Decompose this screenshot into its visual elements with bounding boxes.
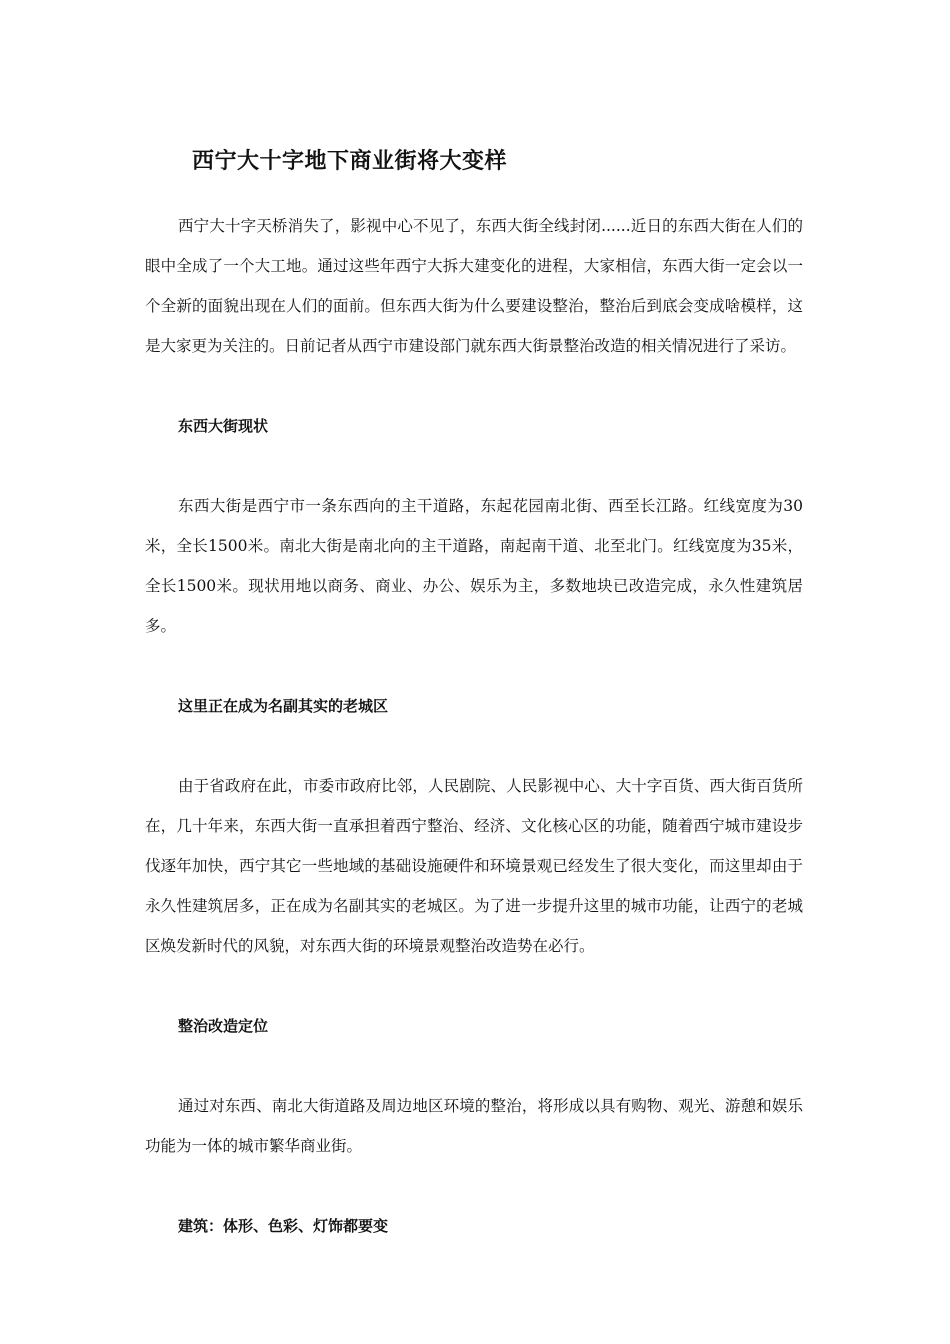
section-heading-buildings: 建筑：体形、色彩、灯饰都要变	[178, 1217, 389, 1235]
section-gap	[145, 366, 803, 406]
section-paragraph-old-town: 由于省政府在此，市委市政府比邻，人民剧院、人民影视中心、大十字百货、西大街百货所在，几十年来，东西大街一直承担着西宁整治、经济、文化核心区的功能，随着西宁城市建设步伐逐年加快，西宁其它一些地域的基础设施硬件和环境景观已经发生了很大变化，而这里却由于永久性建筑居多，正在成为名副其实的老城区。为了进一步提升这里的城市功能，让西宁的老城区焕发新时代的风貌，对东西大街的环境景观整治改造势在必行。	[145, 777, 803, 955]
intro-paragraph: 西宁大十字天桥消失了，影视中心不见了，东西大街全线封闭......近日的东西大街在人们的眼中全成了一个大工地。通过这些年西宁大拆大建变化的进程，大家相信，东西大街一定会以一个全新的面貌出现在人们的面前。但东西大街为什么要建设整治，整治后到底会变成啥模样，这是大家更为关注的。日前记者从西宁市建设部门就东西大街景整治改造的相关情况进行了采访。	[145, 217, 803, 355]
section-gap	[145, 726, 803, 766]
section-gap	[145, 966, 803, 1006]
article-title: 西宁大十字地下商业街将大变样	[192, 149, 508, 174]
section-heading-current-status: 东西大街现状	[178, 417, 269, 435]
section-heading-positioning: 整治改造定位	[178, 1017, 269, 1035]
section-gap	[145, 1166, 803, 1206]
section-gap	[145, 1046, 803, 1086]
section-heading-old-town: 这里正在成为名副其实的老城区	[178, 697, 389, 715]
section-gap	[145, 646, 803, 686]
article-body	[145, 206, 803, 1246]
section-gap	[145, 446, 803, 486]
section-paragraph-current-status: 东西大街是西宁市一条东西向的主干道路，东起花园南北街、西至长江路。红线宽度为30米，全长1500米。南北大街是南北向的主干道路，南起南干道、北至北门。红线宽度为35米，全长1500米。现状用地以商务、商业、办公、娱乐为主，多数地块已改造完成，永久性建筑居多。	[145, 497, 803, 635]
section-paragraph-positioning: 通过对东西、南北大街道路及周边地区环境的整治，将形成以具有购物、观光、游憩和娱乐功能为一体的城市繁华商业街。	[145, 1097, 803, 1155]
